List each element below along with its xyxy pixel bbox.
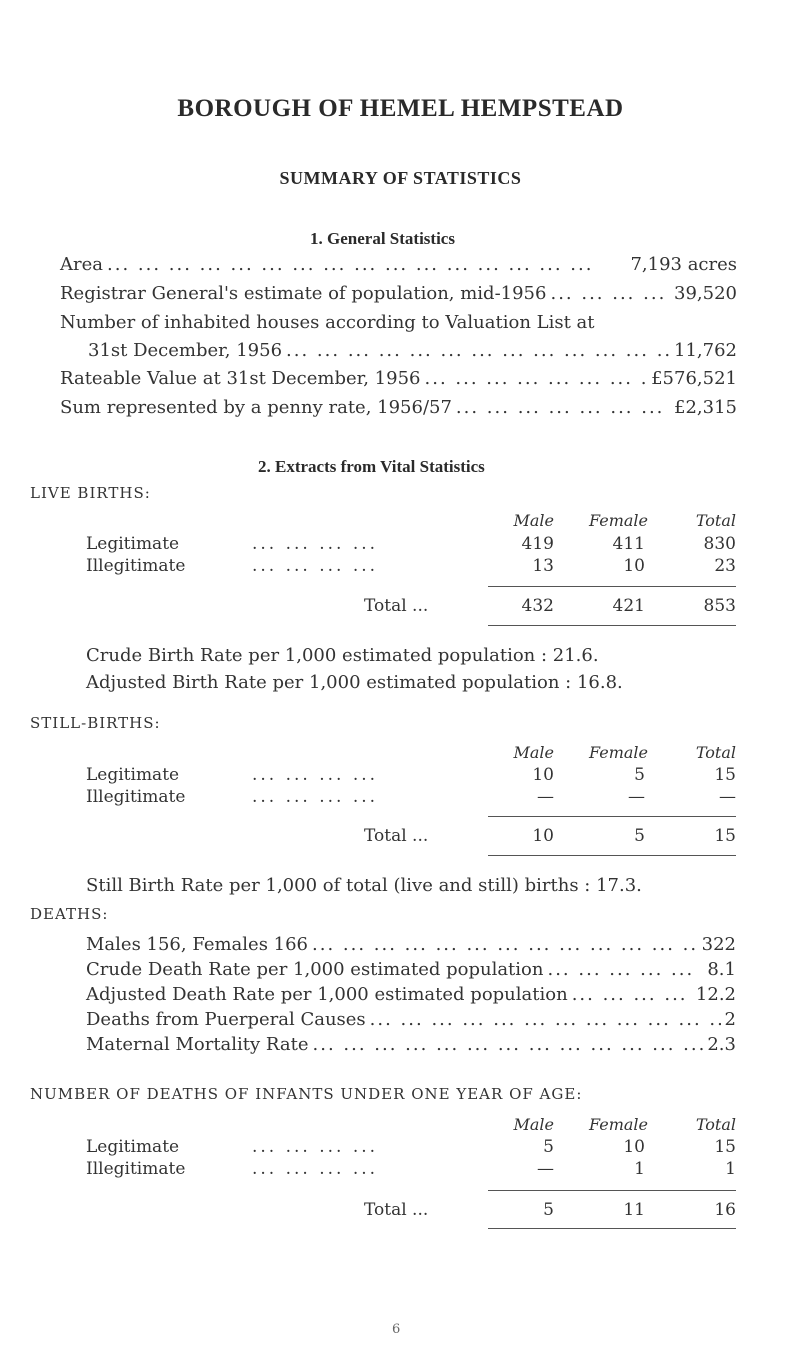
- still-total-label: Total ...: [364, 826, 429, 846]
- col-total: Total: [695, 1115, 736, 1134]
- live-illegit-total: 23: [714, 556, 736, 576]
- still-illegit-female: —: [628, 787, 645, 807]
- divider: [488, 855, 736, 856]
- leader-dots: [547, 959, 703, 981]
- rateable-label: Rateable Value at 31st December, 1956: [60, 368, 421, 389]
- leader-dots: [312, 934, 698, 956]
- puerperal-row: [86, 1009, 736, 1031]
- col-female: Female: [589, 1115, 648, 1134]
- leader-dots: ... ... ... ...: [252, 534, 379, 554]
- col-male: Male: [513, 743, 554, 762]
- rateable-value: £576,521: [651, 368, 737, 389]
- houses-row: [88, 340, 737, 362]
- infant-illegit-female: 1: [634, 1159, 645, 1179]
- col-male: Male: [513, 511, 554, 530]
- leader-dots: [370, 1009, 721, 1031]
- area-label: Area: [60, 254, 103, 275]
- infant-legit-female: 10: [623, 1137, 645, 1157]
- maternal-value: 2.3: [707, 1034, 736, 1055]
- leader-dots: [425, 368, 648, 390]
- infant-total-male: 5: [543, 1200, 554, 1220]
- page-title: BOROUGH OF HEMEL HEMPSTEAD: [177, 95, 624, 122]
- infant-total-label: Total ...: [364, 1200, 429, 1220]
- leader-dots: [456, 397, 670, 419]
- population-row: [60, 283, 737, 305]
- still-legit-female: 5: [634, 765, 645, 785]
- leader-dots: ... ... ... ...: [252, 1159, 379, 1179]
- maternal-row: [86, 1034, 736, 1056]
- crude-birth-rate: Crude Birth Rate per 1,000 estimated population : 21.6.: [86, 645, 599, 666]
- puerperal-label: Deaths from Puerperal Causes: [86, 1009, 366, 1030]
- leader-dots: [572, 984, 692, 1006]
- crude-death-value: 8.1: [707, 959, 736, 980]
- divider: [488, 1228, 736, 1229]
- population-label: Registrar General's estimate of population, mid-1956: [60, 283, 547, 304]
- live-legit-female: 411: [612, 534, 645, 554]
- penny-rate-label: Sum represented by a penny rate, 1956/57: [60, 397, 452, 418]
- houses-label-line2: 31st December, 1956: [88, 340, 283, 361]
- col-female: Female: [589, 743, 648, 762]
- puerperal-value: 2: [724, 1009, 736, 1030]
- col-total: Total: [695, 511, 736, 530]
- crude-death-row: [86, 959, 736, 981]
- col-total: Total: [695, 743, 736, 762]
- population-value: 39,520: [674, 283, 737, 304]
- maternal-label: Maternal Mortality Rate: [86, 1034, 309, 1055]
- infant-total-female: 11: [623, 1200, 645, 1220]
- divider: [488, 816, 736, 817]
- live-total-male: 432: [521, 596, 554, 616]
- still-illegit-label: Illegitimate: [86, 787, 186, 807]
- infant-illegit-label: Illegitimate: [86, 1159, 186, 1179]
- houses-value: 11,762: [674, 340, 737, 361]
- infant-illegit-male: —: [537, 1159, 554, 1179]
- still-birth-rate: Still Birth Rate per 1,000 of total (live and still) births : 17.3.: [86, 875, 642, 896]
- area-row: [60, 254, 737, 276]
- deaths-total-value: 322: [701, 934, 736, 955]
- general-statistics-heading: 1. General Statistics: [310, 229, 455, 248]
- divider: [488, 586, 736, 587]
- live-illegit-male: 13: [532, 556, 554, 576]
- live-illegit-female: 10: [623, 556, 645, 576]
- still-total-female: 5: [634, 826, 645, 846]
- vital-statistics-heading: 2. Extracts from Vital Statistics: [258, 457, 485, 476]
- page-number: 6: [392, 1322, 401, 1337]
- leader-dots: [107, 254, 626, 276]
- infant-legit-label: Legitimate: [86, 1137, 180, 1157]
- still-legit-label: Legitimate: [86, 765, 180, 785]
- still-illegit-male: —: [537, 787, 554, 807]
- live-total-label: Total ...: [364, 596, 429, 616]
- live-births-heading: LIVE BIRTHS:: [30, 484, 151, 502]
- deaths-total-label: Males 156, Females 166: [86, 934, 309, 955]
- divider: [488, 625, 736, 626]
- still-illegit-total: —: [719, 787, 736, 807]
- adjusted-death-value: 12.2: [695, 984, 736, 1005]
- leader-dots: ... ... ... ...: [252, 787, 379, 807]
- live-legit-total: 830: [703, 534, 736, 554]
- leader-dots: ... ... ... ...: [252, 1137, 379, 1157]
- adjusted-birth-rate: Adjusted Birth Rate per 1,000 estimated population : 16.8.: [86, 672, 623, 693]
- leader-dots: [313, 1034, 704, 1056]
- leader-dots: [286, 340, 670, 362]
- houses-label-line1: Number of inhabited houses according to Valuation List at: [60, 312, 595, 333]
- still-total-total: 15: [714, 826, 736, 846]
- infant-illegit-total: 1: [725, 1159, 736, 1179]
- penny-rate-row: [60, 397, 737, 419]
- live-legit-male: 419: [521, 534, 554, 554]
- col-male: Male: [513, 1115, 554, 1134]
- still-total-male: 10: [532, 826, 554, 846]
- divider: [488, 1190, 736, 1191]
- penny-rate-value: £2,315: [674, 397, 737, 418]
- area-value: 7,193 acres: [630, 254, 737, 275]
- col-female: Female: [589, 511, 648, 530]
- deaths-heading: DEATHS:: [30, 905, 109, 923]
- still-births-heading: STILL-BIRTHS:: [30, 714, 161, 732]
- leader-dots: ... ... ... ...: [252, 765, 379, 785]
- infant-legit-total: 15: [714, 1137, 736, 1157]
- rateable-row: [60, 368, 737, 390]
- still-legit-male: 10: [532, 765, 554, 785]
- crude-death-label: Crude Death Rate per 1,000 estimated population: [86, 959, 544, 980]
- live-total-female: 421: [612, 596, 645, 616]
- infant-legit-male: 5: [543, 1137, 554, 1157]
- summary-title: SUMMARY OF STATISTICS: [279, 168, 522, 188]
- deaths-total-row: [86, 934, 736, 956]
- adjusted-death-label: Adjusted Death Rate per 1,000 estimated population: [86, 984, 568, 1005]
- live-legit-label: Legitimate: [86, 534, 180, 554]
- infant-total-total: 16: [714, 1200, 736, 1220]
- leader-dots: ... ... ... ...: [252, 556, 379, 576]
- infant-deaths-heading: NUMBER OF DEATHS OF INFANTS UNDER ONE YEAR OF AGE:: [30, 1085, 583, 1103]
- still-legit-total: 15: [714, 765, 736, 785]
- live-illegit-label: Illegitimate: [86, 556, 186, 576]
- adjusted-death-row: [86, 984, 736, 1006]
- leader-dots: [550, 283, 670, 305]
- live-total-total: 853: [703, 596, 736, 616]
